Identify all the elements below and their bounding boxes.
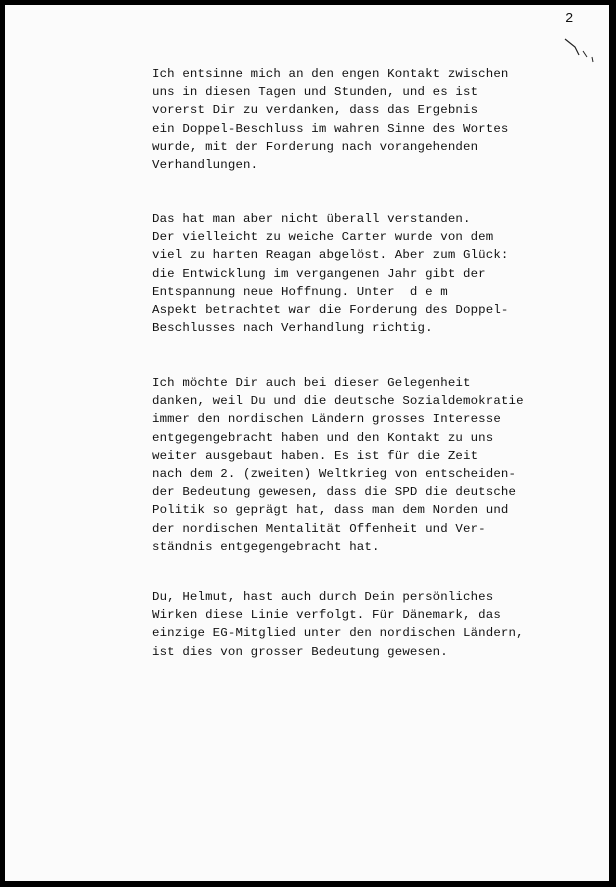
paragraph-3 [152,374,552,556]
text-line: Beschlusses nach Verhandlung richtig. [152,321,433,336]
text-line: ein Doppel-Beschluss im wahren Sinne des Wortes [152,121,509,136]
text-line: Verhandlungen. [152,158,259,173]
text-line: Wirken diese Linie verfolgt. Für Dänemark, das [152,608,501,623]
text-line: Ich möchte Dir auch bei dieser Gelegenheit [152,376,471,390]
text-line: ständnis entgegengebracht hat. [152,539,380,554]
text-line: danken, weil Du und die deutsche Sozialdemokratie [152,394,524,409]
text-line: viel zu harten Reagan abgelöst. Aber zum Glück: [152,248,509,263]
text-line: uns in diesen Tagen und Stunden, und es ist [152,85,479,100]
text-line: Du, Helmut, hast auch durch Dein persönliches [152,590,494,604]
text-line: entgegengebracht haben und den Kontakt zu uns [152,430,494,445]
text-line: Politik so geprägt hat, dass man dem Norden und [152,503,509,518]
text-line: Entspannung neue Hoffnung. Unter d e m [152,284,448,299]
text-line: Der vielleicht zu weiche Carter wurde von dem [152,230,494,245]
text-line: einzige EG-Mitglied unter den nordischen Ländern, [152,626,524,641]
paragraph-2 [152,210,552,337]
text-line: weiter ausgebaut haben. Es ist für die Zeit [152,448,479,463]
text-line: nach dem 2. (zweiten) Weltkrieg von entscheiden- [152,467,517,482]
text-line: wurde, mit der Forderung nach vorangehenden [152,139,479,154]
document-page [5,5,609,881]
text-line: der Bedeutung gewesen, dass die SPD die deutsche [152,485,517,500]
handwritten-tick-mark [561,35,597,65]
page-number: 2 [565,11,574,27]
paragraph-1 [152,65,552,174]
paragraph-4 [152,588,552,661]
text-line: die Entwicklung im vergangenen Jahr gibt der [152,266,486,281]
text-line: der nordischen Mentalität Offenheit und Ver- [152,521,486,536]
text-line: Aspekt betrachtet war die Forderung des Doppel- [152,303,509,318]
text-line: Das hat man aber nicht überall verstanden. [152,212,471,226]
text-line: immer den nordischen Ländern grosses Interesse [152,412,501,427]
text-line: ist dies von grosser Bedeutung gewesen. [152,644,448,659]
text-line: vorerst Dir zu verdanken, dass das Ergebnis [152,103,479,118]
text-line: Ich entsinne mich an den engen Kontakt zwischen [152,67,509,81]
